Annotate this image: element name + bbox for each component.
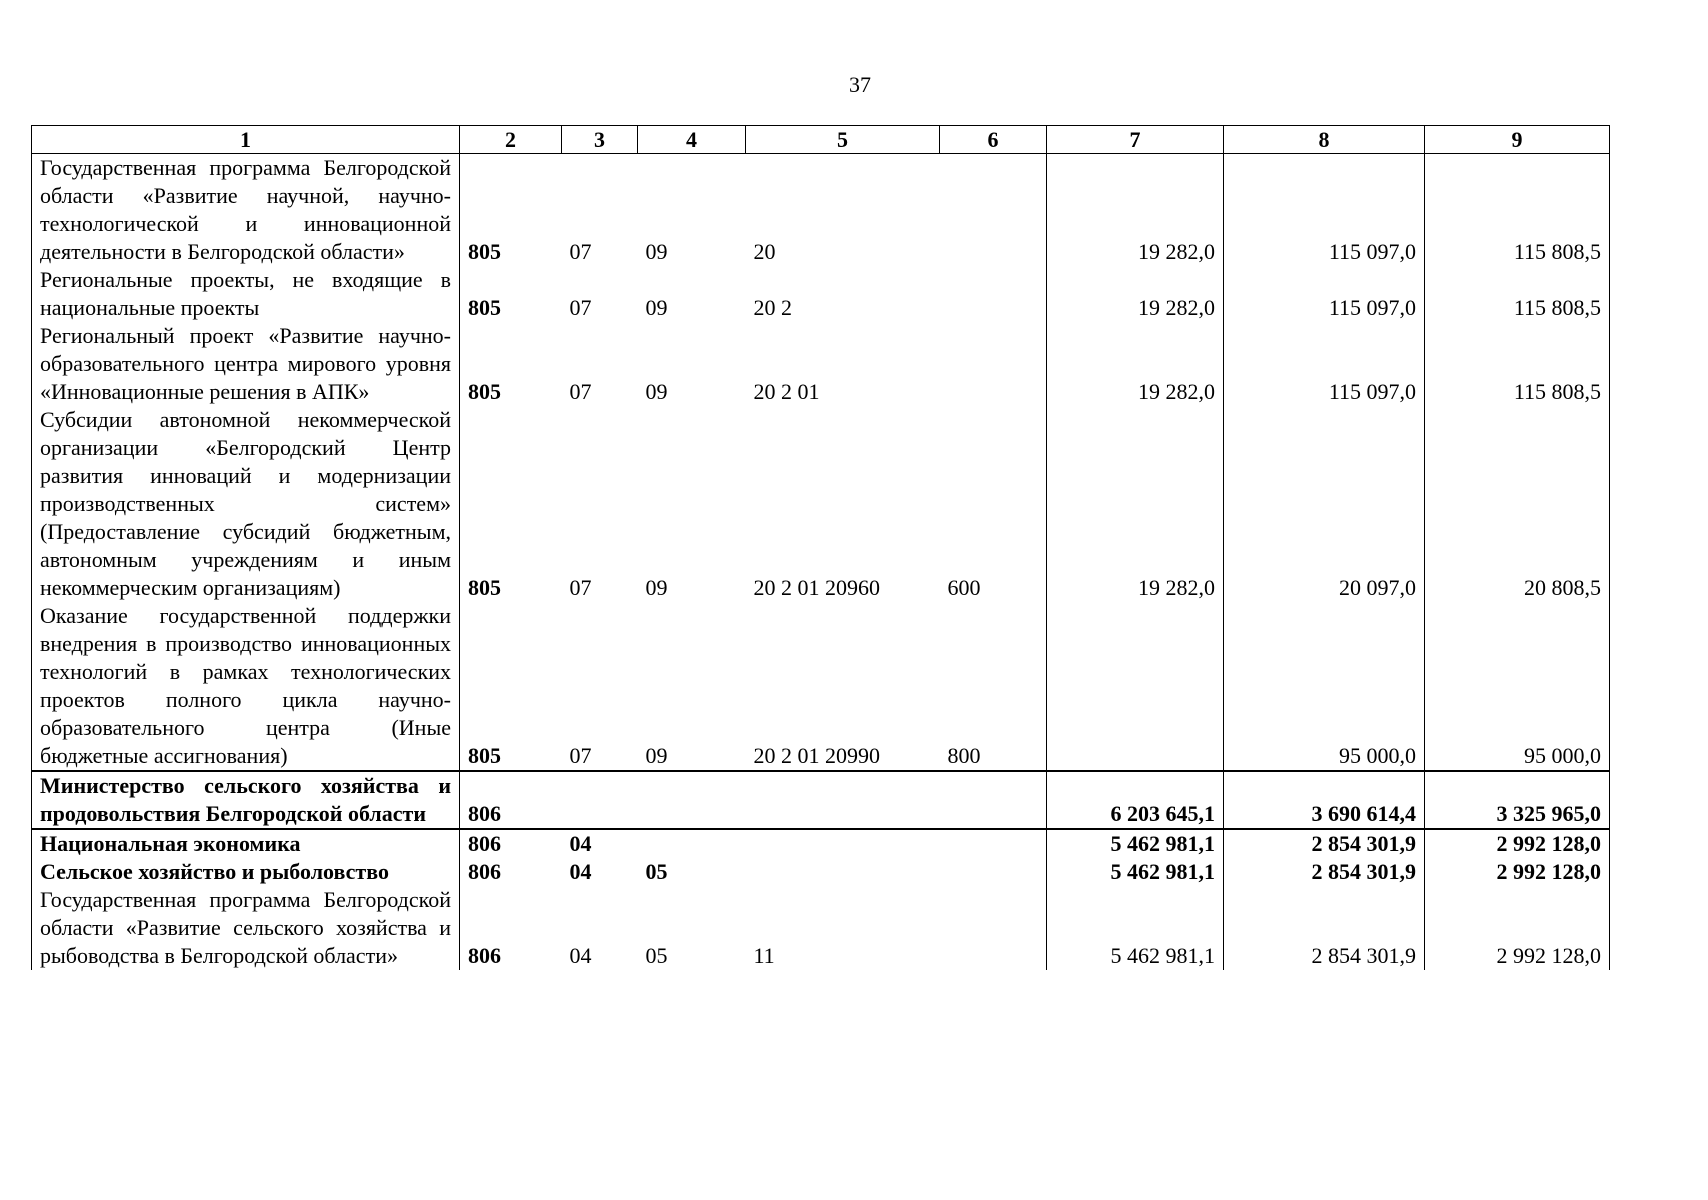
cell-amount-8: 20 097,0 xyxy=(1224,406,1425,602)
row-name: Сельское хозяйство и рыболовство xyxy=(32,858,460,886)
cell-amount-9: 115 808,5 xyxy=(1425,322,1610,406)
column-header: 8 xyxy=(1224,126,1425,154)
row-name: Оказание государственной поддержки внедрения в производство инновационных технологий в рамках технологических проектов полного цикла научно-образовательного центра (Иные бюджетные ассигнования) xyxy=(32,602,460,771)
cell-amount-9: 3 325 965,0 xyxy=(1425,771,1610,829)
cell-amount-7: 5 462 981,1 xyxy=(1047,829,1224,858)
table-row xyxy=(32,154,1610,267)
cell-expense-type xyxy=(940,266,1047,322)
budget-table xyxy=(31,125,1610,970)
cell-amount-8: 95 000,0 xyxy=(1224,602,1425,771)
cell-section: 07 xyxy=(569,575,592,600)
table-row xyxy=(32,406,1610,602)
row-name: Государственная программа Белгородской области «Развитие научной, научно-технологической и инновационной деятельности в Белгородской области» xyxy=(32,154,460,267)
cell-amount-7: 5 462 981,1 xyxy=(1047,858,1224,886)
cell-target-code xyxy=(746,858,940,886)
cell-expense-type xyxy=(940,771,1047,829)
column-header: 6 xyxy=(940,126,1047,154)
cell-amount-8: 2 854 301,9 xyxy=(1224,886,1425,970)
cell-subsection xyxy=(638,829,746,858)
cell-amount-8: 115 097,0 xyxy=(1224,154,1425,267)
cell-target-code: 20 xyxy=(753,239,776,264)
cell-amount-7: 5 462 981,1 xyxy=(1047,886,1224,970)
cell-amount-7: 19 282,0 xyxy=(1047,154,1224,267)
cell-amount-8: 3 690 614,4 xyxy=(1224,771,1425,829)
cell-subsection: 05 xyxy=(645,859,668,884)
table-row xyxy=(32,602,1610,771)
cell-target-code xyxy=(746,829,940,858)
cell-amount-7: 6 203 645,1 xyxy=(1047,771,1224,829)
cell-expense-type xyxy=(940,886,1047,970)
cell-amount-7: 19 282,0 xyxy=(1047,266,1224,322)
cell-target-code: 20 2 01 xyxy=(753,379,820,404)
cell-target-code: 20 2 01 20990 xyxy=(753,743,880,768)
cell-ministry-code: 805 xyxy=(460,322,562,406)
cell-amount-9: 115 808,5 xyxy=(1425,154,1610,267)
cell-amount-9: 20 808,5 xyxy=(1425,406,1610,602)
column-header: 1 xyxy=(32,126,460,154)
cell-target-code: 11 xyxy=(753,943,775,968)
cell-expense-type xyxy=(940,829,1047,858)
cell-ministry-code: 806 xyxy=(460,858,562,886)
cell-subsection: 09 xyxy=(645,379,668,404)
cell-ministry-code: 806 xyxy=(460,886,562,970)
cell-section xyxy=(562,771,638,829)
cell-expense-type xyxy=(940,858,1047,886)
table-row xyxy=(32,322,1610,406)
cell-target-code: 20 2 01 20960 xyxy=(753,575,880,600)
cell-section: 04 xyxy=(562,829,638,858)
cell-expense-type xyxy=(940,154,1047,267)
cell-ministry-code: 805 xyxy=(460,154,562,267)
column-header: 9 xyxy=(1425,126,1610,154)
row-name: Государственная программа Белгородской области «Развитие сельского хозяйства и рыбоводства в Белгородской области» xyxy=(32,886,460,970)
cell-amount-9: 2 992 128,0 xyxy=(1425,886,1610,970)
cell-amount-9: 95 000,0 xyxy=(1425,602,1610,771)
table-header-row xyxy=(32,126,1610,154)
column-header: 7 xyxy=(1047,126,1224,154)
cell-ministry-code: 805 xyxy=(460,406,562,602)
cell-amount-7: 19 282,0 xyxy=(1047,322,1224,406)
cell-section: 07 xyxy=(569,743,592,768)
cell-subsection: 09 xyxy=(645,743,668,768)
cell-expense-type: 600 xyxy=(940,406,1047,602)
cell-amount-9: 2 992 128,0 xyxy=(1425,858,1610,886)
table-row xyxy=(32,886,1610,970)
table-row xyxy=(32,771,1610,829)
cell-ministry-code: 806 xyxy=(460,829,562,858)
cell-expense-type: 800 xyxy=(940,602,1047,771)
cell-section: 04 xyxy=(569,943,592,968)
row-name: Региональные проекты, не входящие в национальные проекты xyxy=(32,266,460,322)
cell-amount-7: 19 282,0 xyxy=(1047,406,1224,602)
table-row xyxy=(32,829,1610,858)
row-name: Региональный проект «Развитие научно-образовательного центра мирового уровня «Инновационные решения в АПК» xyxy=(32,322,460,406)
table-row xyxy=(32,858,1610,886)
cell-section: 07 xyxy=(569,295,592,320)
cell-subsection: 09 xyxy=(645,575,668,600)
cell-amount-8: 2 854 301,9 xyxy=(1224,829,1425,858)
cell-ministry-code: 805 xyxy=(460,602,562,771)
cell-amount-9: 2 992 128,0 xyxy=(1425,829,1610,858)
cell-amount-8: 115 097,0 xyxy=(1224,322,1425,406)
cell-subsection: 05 xyxy=(645,943,668,968)
table-row xyxy=(32,266,1610,322)
row-name: Национальная экономика xyxy=(32,829,460,858)
cell-amount-9: 115 808,5 xyxy=(1425,266,1610,322)
row-name: Субсидии автономной некоммерческой организации «Белгородский Центр развития инноваций и модернизации производственных систем» (Предоставление субсидий бюджетным, автономным учреждениям и иным некоммерческим организациям) xyxy=(32,406,460,602)
cell-section: 04 xyxy=(569,859,592,884)
column-header: 2 xyxy=(460,126,562,154)
cell-subsection: 09 xyxy=(645,295,668,320)
cell-amount-8: 115 097,0 xyxy=(1224,266,1425,322)
cell-amount-7 xyxy=(1047,602,1224,771)
column-header: 4 xyxy=(638,126,746,154)
cell-amount-8: 2 854 301,9 xyxy=(1224,858,1425,886)
cell-ministry-code: 805 xyxy=(460,266,562,322)
cell-target-code xyxy=(746,771,940,829)
cell-expense-type xyxy=(940,322,1047,406)
column-header: 3 xyxy=(562,126,638,154)
column-header: 5 xyxy=(746,126,940,154)
cell-subsection xyxy=(638,771,746,829)
cell-section: 07 xyxy=(569,379,592,404)
cell-subsection: 09 xyxy=(645,239,668,264)
cell-ministry-code: 806 xyxy=(460,771,562,829)
row-name: Министерство сельского хозяйства и продовольствия Белгородской области xyxy=(32,771,460,829)
cell-target-code: 20 2 xyxy=(753,295,792,320)
cell-section: 07 xyxy=(569,239,592,264)
page-number: 37 xyxy=(849,72,871,97)
